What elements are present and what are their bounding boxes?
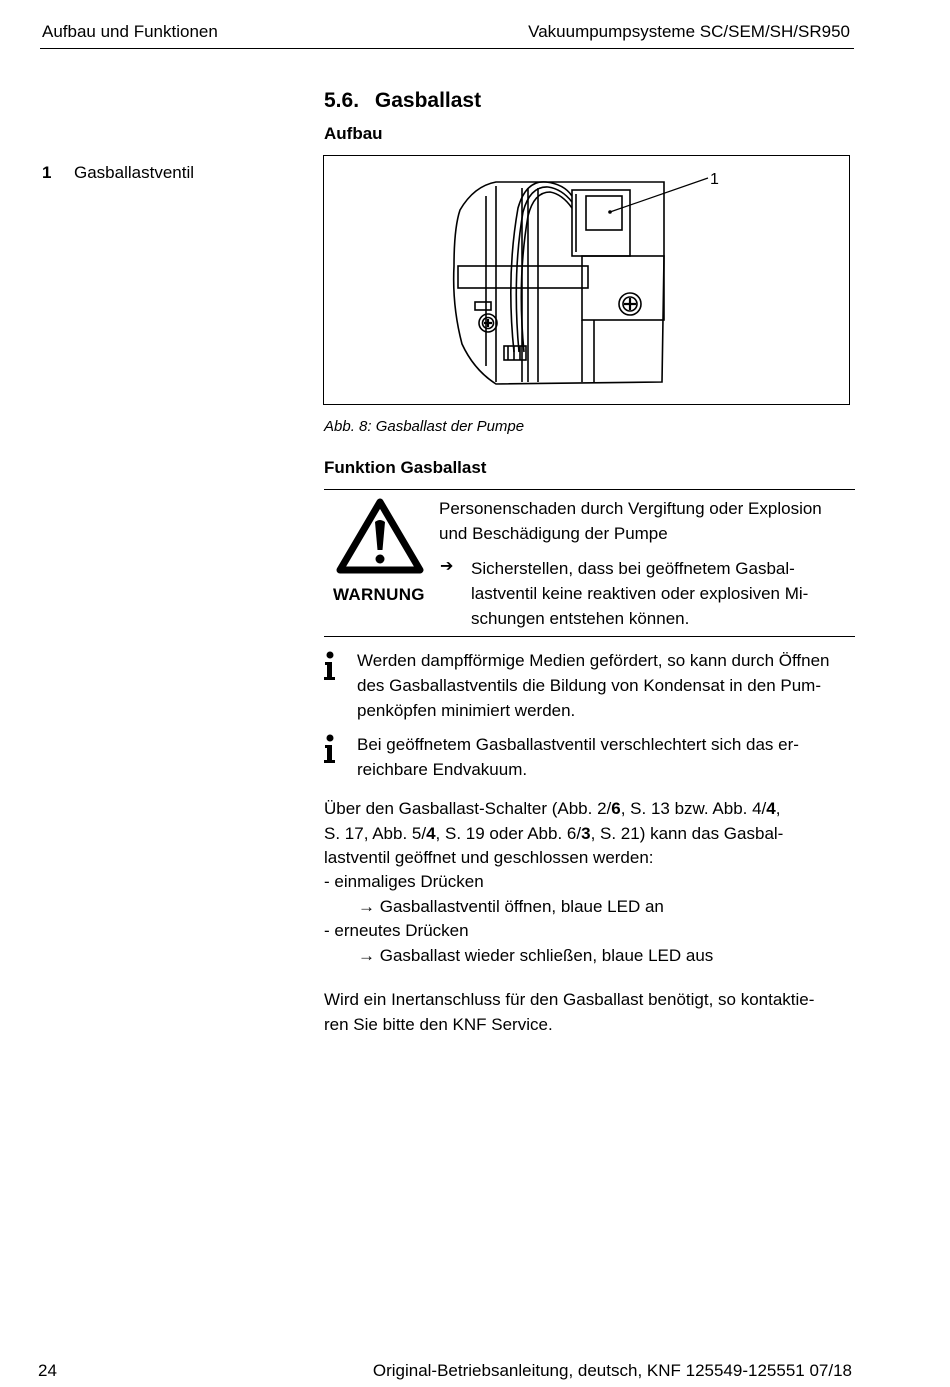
footer-document-info: Original-Betriebsanleitung, deutsch, KNF 125549-125551 07/18 — [372, 1361, 852, 1380]
paragraph-line: Wird ein Inertanschluss für den Gasballast benötigt, so kontaktie- — [324, 990, 815, 1009]
warning-text-line: Personenschaden durch Vergiftung oder Explosion — [439, 499, 822, 518]
warning-action-line: Sicherstellen, dass bei geöffnetem Gasbal- — [471, 559, 795, 578]
inert-connection-paragraph — [324, 988, 854, 1037]
warning-top-rule — [324, 489, 855, 490]
text-run: , S. 19 oder Abb. 6/ — [435, 823, 582, 843]
step-result: → Gasballast wieder schließen, blaue LED aus — [358, 946, 714, 965]
step-action: - einmaliges Drücken — [324, 872, 484, 891]
info-icon — [322, 734, 338, 764]
paragraph-line: ren Sie bitte den KNF Service. — [324, 1014, 553, 1034]
paragraph-line — [324, 797, 854, 822]
subheading-aufbau: Aufbau — [324, 124, 383, 143]
warning-text-line: und Beschädigung der Pumpe — [439, 524, 668, 543]
info-note-line: des Gasballastventils die Bildung von Kondensat in den Pum- — [357, 676, 822, 695]
legend-label: Gasballastventil — [74, 163, 195, 182]
header-rule — [40, 48, 854, 49]
info-note-line: reichbare Endvakuum. — [357, 760, 528, 779]
figure-callout-1: 1 — [710, 171, 719, 188]
warning-action-line: lastventil keine reaktiven oder explosiven Mi- — [471, 584, 809, 603]
paragraph-line: lastventil geöffnet und geschlossen werden: — [324, 848, 654, 867]
figure-ref-bold: 4 — [766, 799, 776, 818]
step-action: - erneutes Drücken — [324, 921, 469, 940]
figure-legend — [42, 163, 194, 183]
figure-caption: Abb. 8: Gasballast der Pumpe — [324, 418, 525, 435]
info-note-1 — [357, 648, 857, 723]
arrow-right-icon: ➔ — [440, 558, 454, 575]
info-note-2 — [357, 732, 857, 782]
subheading-funktion: Funktion Gasballast — [324, 458, 487, 477]
running-header-right: Vakuumpumpsysteme SC/SEM/SH/SR950 — [528, 22, 850, 41]
paragraph-line — [324, 822, 854, 847]
info-note-line: penköpfen minimiert werden. — [357, 701, 576, 720]
warning-hazard-text — [439, 496, 849, 546]
gas-ballast-switch-paragraph — [324, 797, 854, 871]
text-run: , S. 13 bzw. Abb. 4/ — [620, 799, 767, 818]
warning-triangle-icon — [336, 496, 424, 574]
text-run: Über den Gasballast-Schalter (Abb. 2/ — [324, 799, 612, 818]
running-header-left: Aufbau und Funktionen — [42, 22, 218, 41]
section-title: Gasballast — [374, 89, 482, 112]
warning-action-line: schungen entstehen können. — [471, 609, 690, 628]
warning-action-text — [471, 556, 841, 631]
section-number: 5.6. — [324, 89, 360, 112]
figure-ref-bold: 4 — [426, 823, 436, 843]
legend-number: 1 — [42, 163, 52, 182]
step-result: → Gasballastventil öffnen, blaue LED an — [358, 897, 664, 916]
text-run: S. 17, Abb. 5/ — [324, 823, 427, 843]
info-note-line: Werden dampfförmige Medien gefördert, so kann durch Öffnen — [357, 651, 830, 670]
text-run: , S. 21) kann das Gasbal- — [590, 823, 784, 843]
figure-frame — [323, 155, 850, 405]
warning-bottom-rule — [324, 636, 855, 637]
figure-ref-bold: 6 — [611, 799, 621, 818]
figure-ref-bold: 3 — [581, 823, 591, 843]
info-note-line: Bei geöffnetem Gasballastventil verschlechtert sich das er- — [357, 735, 799, 754]
text-run: , — [775, 799, 781, 818]
page-number: 24 — [38, 1361, 57, 1380]
warning-label: WARNUNG — [333, 585, 425, 604]
info-icon — [322, 651, 338, 681]
section-heading — [324, 89, 481, 113]
pump-gas-ballast-drawing — [324, 156, 848, 403]
